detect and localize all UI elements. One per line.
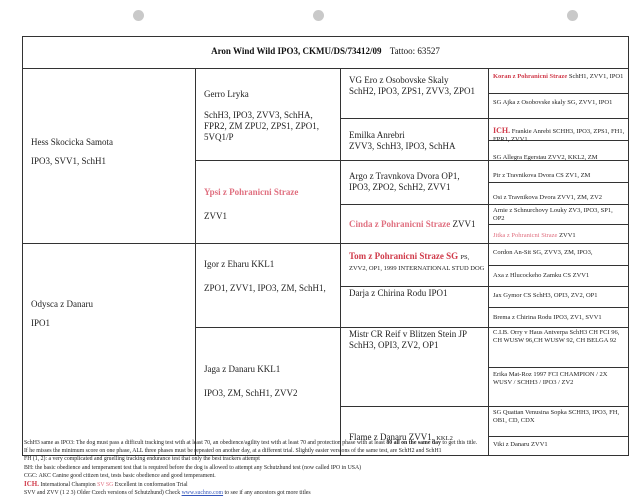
row-divider (341, 118, 628, 119)
gen4-ancestor (493, 314, 625, 322)
ancestor-titles: Erika Mat-Roz 1997 FCI CHAMPION / 2X WUSV / SCHH3 / IPO3 / ZV2 (493, 371, 608, 386)
gen4-ancestor (493, 154, 625, 162)
row-divider (489, 182, 628, 183)
ancestor-name: Mistr CR Reif v Blitzen Stein JP (349, 329, 468, 339)
maternal-granddam (204, 364, 336, 399)
gen4-ancestor (493, 194, 625, 202)
title-legend (24, 439, 624, 497)
column-divider (340, 68, 341, 455)
ancestor-titles: Osi z Travnikova Dvora ZVV1, ZM, ZV2 (493, 194, 603, 201)
punch-hole (313, 10, 324, 21)
gen3-ancestor (349, 329, 485, 351)
ancestor-titles: IPO3, ZPO2, SchH2, ZVV1 (349, 182, 451, 192)
ancestor-titles: PS, ZVV2, OP1, 1999 INTERNATIONAL STUD DOG (349, 254, 485, 272)
ancestor-name: Ypsi z Pohranicni Straze (204, 187, 299, 197)
legend-text: SchH3 same as IPO3: The dog must pass a difficult tracking test with at least 70, an obedience/agility test with at least 70 and protection phase with at least (24, 440, 385, 446)
ancestor-titles: IPO3, ZM, SchH1, ZVV2 (204, 388, 298, 398)
website-link[interactable]: www.suchno.com (181, 490, 224, 497)
gen4-ancestor (493, 329, 625, 345)
gen3-ancestor (349, 130, 485, 152)
legend-sg: SV SG (97, 482, 114, 489)
ancestor-titles: ZVV1 (452, 219, 476, 229)
maternal-grandsire (204, 259, 336, 294)
legend-line (24, 480, 624, 489)
gen4-ancestor (493, 99, 625, 107)
legend-text: International Champion (40, 482, 96, 489)
ancestor-titles: SchH3, OPI3, ZV2, OP1 (349, 340, 439, 350)
ancestor-titles: IPO1 (31, 318, 51, 328)
row-divider-major (23, 243, 628, 244)
legend-line: BH: the basic obedience and temperament test that is required before the dog is allowed to attempt any Schutzhund test (now called IPO in USA) (24, 464, 362, 471)
ancestor-titles: Axa z Hlucockeho Zamku CS ZVV1 (493, 272, 590, 279)
row-divider (489, 436, 628, 437)
legend-text: to see if any ancestors got more titles (224, 490, 311, 497)
ancestor-titles: SchH2, IPO3, ZPS1, ZVV3, ZPO1 (349, 86, 476, 96)
legend-emphasis: 80 all on the same day (386, 440, 441, 446)
ancestor-name: Tom z Pohranicni Straze SG (349, 251, 459, 261)
ancestor-titles: IPO3, SVV1, SchH1 (31, 156, 107, 166)
paternal-granddam (204, 187, 336, 222)
row-divider (341, 406, 628, 407)
gen3-ancestor (349, 219, 485, 230)
ancestor-titles: Cordon An-Sit SG, ZVV3, ZM, IPO3, (493, 249, 593, 256)
ancestor-titles: ZVV1 (204, 211, 227, 221)
gen4-ancestor (493, 249, 625, 257)
gen4-ancestor (493, 207, 625, 223)
row-divider (489, 93, 628, 94)
ancestor-name: Odysca z Danaru (31, 299, 93, 309)
gen4-ancestor (493, 371, 625, 387)
gen3-ancestor (349, 288, 485, 299)
gen3-ancestor (349, 171, 485, 193)
dog-name: Aron Wind Wild IPO3, CKMU/DS/73412/09 (211, 46, 382, 56)
gen4-ancestor (493, 272, 625, 280)
ancestor-name: Darja z Chirina Rodu IPO1 (349, 288, 448, 298)
gen4-ancestor (493, 73, 625, 81)
legend-text: SVV and ZVV (1 2 3) Older Czech versions of Schutzhund) Check (24, 490, 181, 497)
pedigree-title (23, 39, 628, 63)
legend-line (24, 489, 624, 497)
ancestor-titles: Pir z Travnikova Dvora CS ZV1, ZM (493, 172, 591, 179)
row-divider (196, 327, 628, 328)
gen3-ancestor (349, 251, 485, 273)
ancestor-titles: SchH3, IPO3, ZVV3, SchHA, FPR2, ZM ZPU2, ZPS1, ZPO1, 5VQ1/P (204, 110, 320, 142)
gen4-ancestor (493, 172, 625, 180)
ancestor-titles: ZVV1 (559, 232, 576, 239)
row-divider (489, 265, 628, 266)
punch-hole (567, 10, 578, 21)
paternal-grandsire (204, 89, 336, 143)
ancestor-name: Cinda z Pohranicni Straze (349, 219, 451, 229)
gen4-ancestor (493, 232, 625, 240)
title-divider (23, 68, 628, 69)
ancestor-name: Flame z Danaru ZVV1, (349, 432, 434, 442)
ancestor-titles: ZPO1, ZVV1, IPO3, ZM, SchH1, (204, 283, 326, 293)
ancestor-titles: Viki z Danaru ZVV1 (493, 441, 548, 448)
ancestor-titles: KKL2 (436, 435, 453, 442)
legend-text: Excellent in conformation Trial (114, 482, 188, 489)
legend-line: FH (1, 2): a very complicated and gruelling tracking endurance test that only the best trackers attempt (24, 456, 260, 463)
legend-line (24, 439, 624, 447)
gen4-ancestor (493, 409, 625, 425)
ancestor-name: Hess Skocicka Samota (31, 137, 113, 147)
column-divider (195, 68, 196, 455)
column-divider (488, 68, 489, 455)
ancestor-name: Igor z Eharu KKL1 (204, 259, 275, 269)
punch-hole (133, 10, 144, 21)
legend-line: If he misses the minimum score on one phase, ALL three phases must be repeated on another day, at a different trial. Slightly easier versions of the same test, are SchH2 and SchH1 (24, 448, 442, 455)
legend-line: CGC: AKC Canine good citizen test, tests basic obedience and good temperament. (24, 472, 216, 479)
ancestor-titles: C.I.B. Orry v Haus Antverpa SchH3 CH FCI 96, CH WUSW 96,CH WUSW 92, CH BELGA 92 (493, 329, 620, 344)
ancestor-titles: Brema z Chirina Rodu IPO3, ZV1, SVV1 (493, 314, 602, 321)
ancestor-name: Jitka z Pohranicni Straze (493, 232, 558, 239)
gen3-ancestor (349, 75, 485, 97)
ancestor-titles: Arnie z Schnurchovy Louky ZV3, IPO3, SP1, OP2 (493, 207, 613, 222)
row-divider (489, 367, 628, 368)
row-divider (341, 204, 628, 205)
pedigree-sheet (22, 36, 629, 456)
ancestor-titles: SG Ajka z Osobovske skaly SG, ZVV1, IPO1 (493, 99, 613, 106)
legend-ich: ICH. (24, 480, 39, 489)
ancestor-titles: SchH1, ZVV1, IPO1 (568, 73, 624, 80)
ancestor-name: Argo z Travnkova Dvora OP1, (349, 171, 460, 181)
gen4-ancestor (493, 127, 625, 144)
ancestor-name: Emilka Anrebri (349, 130, 405, 140)
row-divider (341, 286, 628, 287)
ancestor-titles: Jax Gymor CS SchH3, OPI3, ZV2, OP1 (493, 292, 598, 299)
tattoo: Tattoo: 63527 (389, 46, 440, 56)
ancestor-titles: SG Allegra Egerstau ZVV2, KKL2, ZM (493, 154, 598, 161)
sire (31, 137, 191, 167)
ancestor-name: Jaga z Danaru KKL1 (204, 364, 281, 374)
gen4-ancestor (493, 292, 625, 300)
ancestor-titles: SG Quattan Venusina Sopka SCHH3, IPO3, FH, OB1, CD, CDX (493, 409, 620, 424)
dam (31, 299, 191, 329)
ancestor-name: Koran z Pohranicni Straze (493, 73, 568, 80)
row-divider (489, 224, 628, 225)
legend-text: to get this title. (442, 440, 478, 446)
ancestor-titles: ZVV3, SchH3, IPO3, SchHA (349, 141, 456, 151)
ancestor-name: VG Ero z Osobovske Skaly (349, 75, 449, 85)
title-prefix: ICH. (493, 126, 511, 135)
row-divider (489, 307, 628, 308)
ancestor-titles: Frankie Anrebi SCHH3, IPO3, ZPS1, FH1, FPR1, ZVV1 (493, 128, 625, 143)
ancestor-name: Gerro Lryka (204, 89, 249, 99)
